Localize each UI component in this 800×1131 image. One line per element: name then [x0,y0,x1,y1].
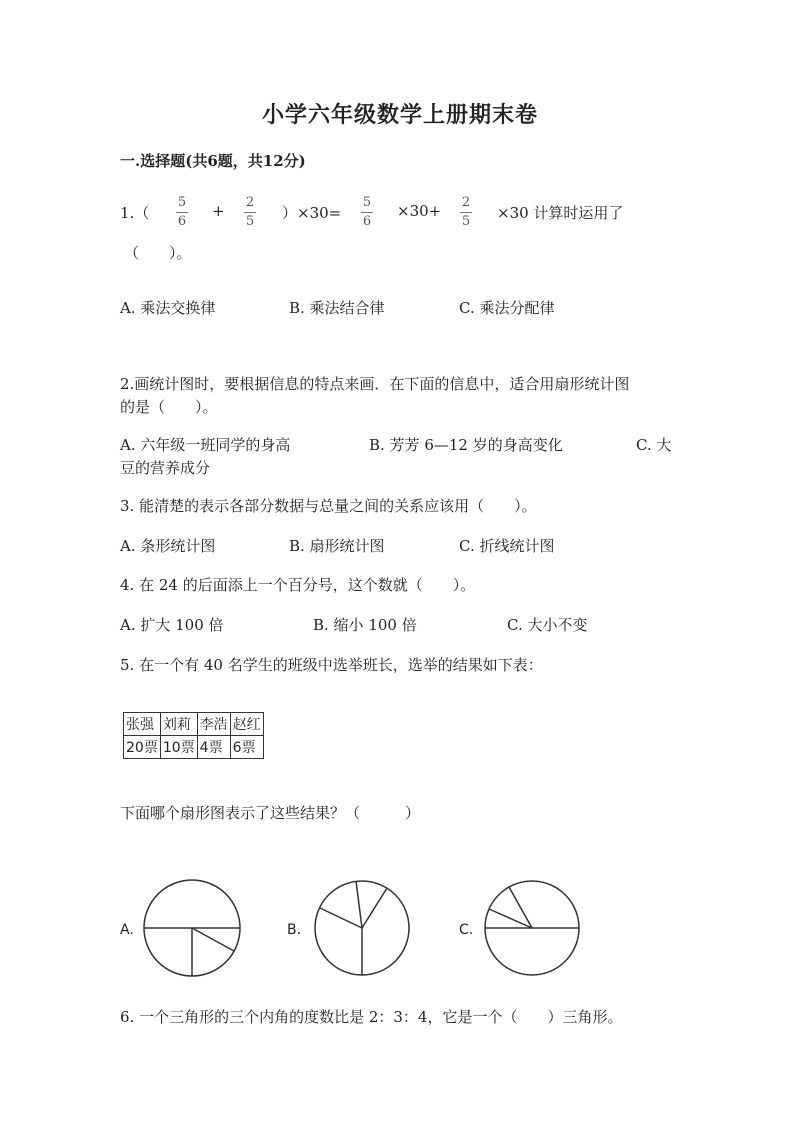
table-cell: 赵红 [230,713,263,736]
vote-table-votes-row [124,736,264,759]
q4-option-b: B. 缩小 100 倍 [313,616,417,634]
q1-fraction-1-denominator: 6 [177,214,187,229]
pie-a-divider [192,928,234,951]
q4-option-a: A. 扩大 100 倍 [120,616,224,634]
q1-text-part1: 1.（ [120,204,150,222]
table-cell: 6票 [230,736,263,759]
q3-option-b: B. 扇形统计图 [289,537,385,555]
table-cell: 20票 [124,736,161,759]
table-cell: 10票 [160,736,197,759]
vote-table-names-row [124,713,264,736]
q2-line-1: 2.画统计图时，要根据信息的特点来画．在下面的信息中，适合用扇形统计图 [120,375,630,393]
q1-fraction-1-numerator: 5 [177,195,187,210]
q1-fraction-3-numerator: 5 [362,195,372,210]
table-cell: 刘莉 [160,713,197,736]
pie-b-divider [356,881,362,928]
q1-answer-blank: （ ）。 [124,244,192,262]
q1-fraction-2-denominator: 5 [245,214,255,229]
q1-fraction-3 [361,195,373,230]
q1-text-part4: ×30 计算时运用了 [497,204,624,222]
q3-line-1: 3. 能清楚的表示各部分数据与总量之间的关系应该用（ ）。 [120,497,537,515]
q1-fraction-4-denominator: 5 [461,214,471,229]
q4-line-1: 4. 在 24 的后面添上一个百分号，这个数就（ ）。 [120,576,476,594]
q5-line-1: 5. 在一个有 40 名学生的班级中选举班长，选举的结果如下表： [120,656,543,674]
q1-fraction-1 [176,195,188,230]
q1-option-a: A. 乘法交换律 [120,299,216,317]
q1-option-c: C. 乘法分配律 [459,299,555,317]
q2-option-c: C. 大 [636,436,672,454]
q5-question: 下面哪个扇形图表示了这些结果？（ ） [120,804,421,822]
q2-option-c-continued: 豆的营养成分 [120,459,211,477]
q1-fraction-2 [244,195,256,230]
q1-text-part3: ×30+ [397,202,442,220]
q2-option-b: B. 芳芳 6—12 岁的身高变化 [369,436,563,454]
section-heading: 一.选择题(共6题，共12分) [120,152,306,170]
page-title: 小学六年级数学上册期末卷 [261,102,538,128]
table-cell: 李浩 [197,713,230,736]
pie-option-c-label: C. [459,922,474,938]
q6-line-1: 6. 一个三角形的三个内角的度数比是 2：3：4，它是一个（ ）三角形。 [120,1008,623,1026]
table-cell: 4票 [197,736,230,759]
q1-option-b: B. 乘法结合律 [289,299,385,317]
pie-option-a [138,876,248,980]
table-cell: 张强 [124,713,161,736]
pie-option-b [310,878,414,982]
pie-option-b-label: B. [287,922,302,938]
pie-b-divider [362,888,387,928]
q1-fraction-4 [460,195,472,230]
q1-fraction-4-numerator: 2 [461,195,471,210]
q2-option-a: A. 六年级一班同学的身高 [120,436,291,454]
pie-c-divider [489,909,532,928]
q4-option-c: C. 大小不变 [507,616,588,634]
q1-fraction-2-numerator: 2 [245,195,255,210]
q1-plus: + [212,202,225,220]
q1-text-part2: ）×30= [282,204,342,222]
pie-option-c [480,876,584,980]
q1-fraction-3-denominator: 6 [362,214,372,229]
pie-b-divider [320,908,362,928]
pie-option-a-label: A. [120,922,134,938]
pie-c-divider [509,887,532,928]
q3-option-a: A. 条形统计图 [120,537,216,555]
vote-table [123,712,264,759]
q3-option-c: C. 折线统计图 [459,537,555,555]
q2-line-2: 的是（ ）。 [120,398,218,416]
